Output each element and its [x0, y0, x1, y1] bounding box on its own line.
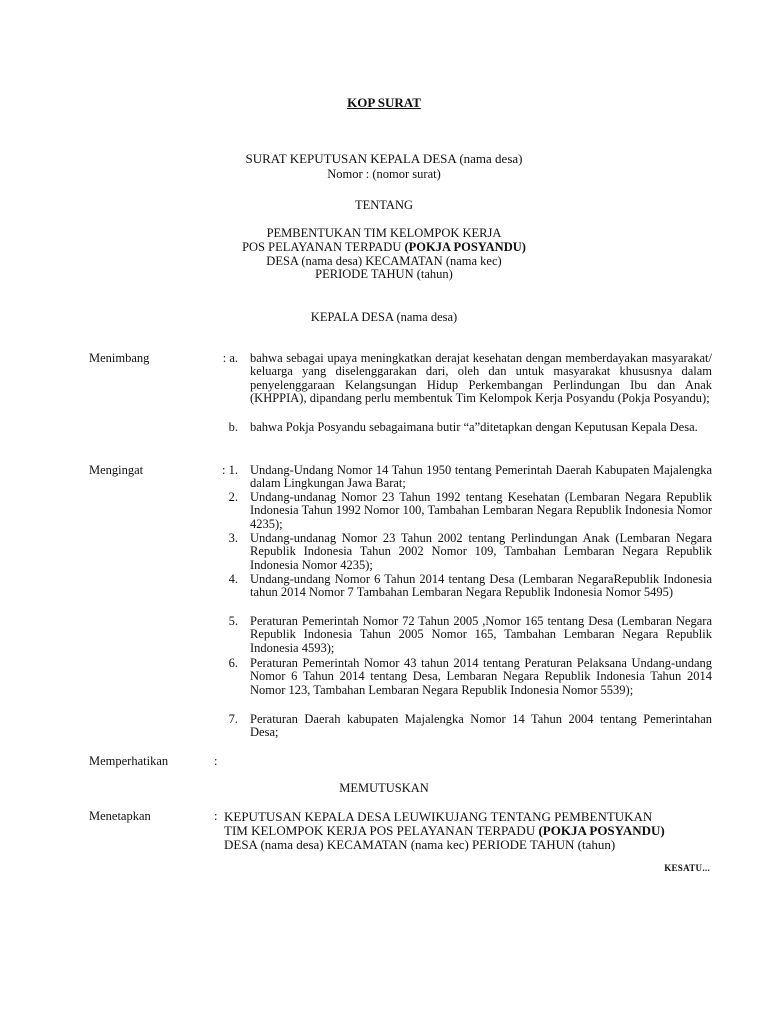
menimbang-text-b: bahwa Pokja Posyandu sebagaimana butir “a”ditetapkan dengan Keputusan Kepala Desa. — [250, 420, 698, 434]
decree-title: SURAT KEPUTUSAN KEPALA DESA (nama desa) — [245, 151, 523, 166]
about-heading: TENTANG — [354, 198, 413, 212]
memperhatikan-colon: : — [214, 754, 218, 768]
menimbang-text-a: bahwa sebagai upaya meningkatkan derajat kesehatan dengan memberdayakan masyarakat/ keluarga yang diselenggarakan dari, oleh dan untuk masyarakat khususnya dalam penyelenggaraan Kelangsungan Hidup Perkembangan Perlindungan Ibu dan Anak (KHPPIA), dipandang perlu membentuk Tim Kelompok Kerja Posyandu (Pokja Posyandu); — [250, 351, 712, 406]
mengingat-marker-3: 3. — [228, 531, 238, 545]
mengingat-marker-5: 5. — [228, 614, 238, 628]
menetapkan-line-2 — [224, 824, 744, 838]
issuer-heading: KEPALA DESA (nama desa) — [310, 310, 458, 324]
mengingat-text-3: Undang-undanag Nomor 23 Tahun 2002 tentang Perlindungan Anak (Lembaran Negara Republik Indonesia Tahun 2002 Nomor 109, Tambahan Lembaran Negara Republik Indonesia Nomor 4235); — [250, 531, 712, 572]
menetapkan-colon: : — [214, 809, 218, 823]
subject-line-3: DESA (nama desa) KECAMATAN (nama kec) — [266, 254, 502, 268]
mengingat-marker-2: 2. — [228, 490, 238, 504]
menetapkan-line-2-text: TIM KELOMPOK KERJA POS PELAYANAN TERPADU — [224, 823, 539, 838]
subject-line-2-bold: (POKJA POSYANDU) — [404, 240, 526, 254]
decision-heading: MEMUTUSKAN — [339, 781, 429, 795]
subject-line-1: PEMBENTUKAN TIM KELOMPOK KERJA — [266, 226, 502, 240]
subject-line-2-text: POS PELAYANAN TERPADU — [242, 240, 405, 254]
mengingat-text-6: Peraturan Pemerintah Nomor 43 tahun 2014 tentang Peraturan Pelaksana Undang-undang Nomor 6 Tahun 2014 tentang Desa, Lembaran Negara Republik Indonesia Tahun 2014 Nomor 123, Tambahan Lembaran Negara Republik Indonesia Nomor 5539); — [250, 656, 712, 697]
decree-number: Nomor : (nomor surat) — [327, 167, 441, 181]
mengingat-marker-1: : 1. — [222, 463, 238, 477]
menetapkan-block — [224, 810, 744, 852]
mengingat-text-7: Peraturan Daerah kabupaten Majalengka Nomor 14 Tahun 2004 tentang Pemerintahan Desa; — [250, 712, 712, 740]
mengingat-text-1: Undang-Undang Nomor 14 Tahun 1950 tentang Pemerintah Daerah Kabupaten Majalengka dalam Lingkungan Jawa Barat; — [250, 463, 712, 491]
menetapkan-line-2-bold: (POKJA POSYANDU) — [538, 823, 665, 838]
mengingat-text-5: Peraturan Pemerintah Nomor 72 Tahun 2005 ,Nomor 165 tentang Desa (Lembaran Negara Republik Indonesia Tahun 2005 Nomor 165, Tambahan Lembaran Negara Republik Indonesia 4593); — [250, 614, 712, 655]
menetapkan-line-1: KEPUTUSAN KEPALA DESA LEUWIKUJANG TENTANG PEMBENTUKAN — [224, 809, 653, 824]
subject-line-4: PERIODE TAHUN (tahun) — [315, 267, 453, 281]
mengingat-text-2: Undang-undanag Nomor 23 Tahun 1992 tentang Kesehatan (Lembaran Negara Republik Indonesia Tahun 1992 Nomor 100, Tambahan Lembaran Negara Republik Indonesia Nomor 4235); — [250, 490, 712, 531]
menimbang-marker-b: b. — [228, 420, 238, 434]
mengingat-marker-6: 6. — [228, 656, 238, 670]
memperhatikan-label: Memperhatikan — [89, 754, 169, 768]
menetapkan-label: Menetapkan — [89, 809, 151, 823]
mengingat-marker-4: 4. — [228, 572, 238, 586]
mengingat-marker-7: 7. — [228, 712, 238, 726]
letterhead-placeholder: KOP SURAT — [347, 95, 421, 110]
next-page-marker: KESATU... — [664, 863, 710, 873]
mengingat-text-4: Undang-undang Nomor 6 Tahun 2014 tentang Desa (Lembaran NegaraRepublik Indonesia tahun 2014 Nomor 7 Tambahan Lembaran Negara Republik Indonesia Nomor 5495) — [250, 572, 712, 600]
menimbang-label: Menimbang — [89, 351, 150, 365]
menetapkan-line-3: DESA (nama desa) KECAMATAN (nama kec) PERIODE TAHUN (tahun) — [224, 837, 616, 852]
menimbang-marker-a: : a. — [222, 351, 238, 365]
mengingat-label: Mengingat — [89, 463, 144, 477]
subject-line-2 — [0, 241, 768, 254]
